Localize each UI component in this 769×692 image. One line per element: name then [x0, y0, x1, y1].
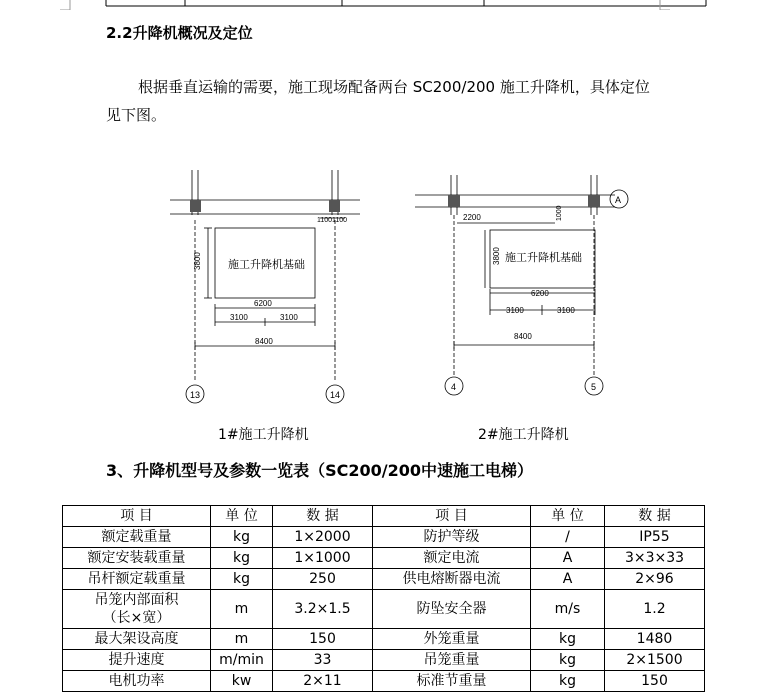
fig2-foundation-label: 施工升降机基础: [505, 252, 582, 264]
fig2-dim-width: 6200: [531, 289, 549, 298]
table-header-cell: 项 目: [373, 506, 531, 527]
spec-table: [62, 505, 705, 692]
fig2-dim-half-right: 3100: [557, 306, 575, 315]
table-header-cell: 项 目: [63, 506, 211, 527]
table-cell: 外笼重量: [373, 629, 531, 650]
table-cell: 3.2×1.5: [273, 590, 373, 629]
table-cell: 防坠安全器: [373, 590, 531, 629]
fig1-dim-total: 8400: [255, 337, 273, 346]
table-cell: 最大架设高度: [63, 629, 211, 650]
table-cell: 150: [273, 629, 373, 650]
paragraph-line-1: 根据垂直运输的需要，施工现场配备两台 SC200/200 施工升降机，具体定位: [138, 78, 650, 96]
table-cell: m: [211, 590, 273, 629]
fig1-dim-half-right: 3100: [280, 313, 298, 322]
table-cell: kg: [531, 629, 605, 650]
table-cell: m/s: [531, 590, 605, 629]
table-cell: 3×3×33: [605, 548, 705, 569]
table-header-cell: 单 位: [531, 506, 605, 527]
table-cell: 1.2: [605, 590, 705, 629]
table-cell: kg: [211, 527, 273, 548]
table-cell: 1×1000: [273, 548, 373, 569]
table-cell: kg: [531, 650, 605, 671]
table-cell: kg: [211, 569, 273, 590]
table-row: [63, 650, 705, 671]
table-cell: 1×2000: [273, 527, 373, 548]
figure-1-caption: 1#施工升降机: [218, 427, 309, 443]
fig2-grid-label: A: [615, 195, 622, 205]
figure-2-drawing: [415, 175, 635, 400]
table-cell: 150: [605, 671, 705, 692]
table-cell: 供电熔断器电流: [373, 569, 531, 590]
table-cell: m: [211, 629, 273, 650]
table-row: [63, 671, 705, 692]
fig2-dim-offset-top: 2200: [463, 213, 481, 222]
table-cell: 吊笼内部面积 （长×宽）: [63, 590, 211, 629]
table-cell: 标准节重量: [373, 671, 531, 692]
table-cell: m/min: [211, 650, 273, 671]
fig2-axis-4: 4: [451, 382, 457, 392]
table-cell: 吊杆额定载重量: [63, 569, 211, 590]
table-row: [63, 569, 705, 590]
table-cell: IP55: [605, 527, 705, 548]
paragraph-line-2: 见下图。: [106, 106, 167, 124]
table-row: [63, 548, 705, 569]
table-cell: 1480: [605, 629, 705, 650]
table-cell: 吊笼重量: [373, 650, 531, 671]
table-cell: 2×96: [605, 569, 705, 590]
fig2-axis-5: 5: [591, 382, 597, 392]
table-cell: 提升速度: [63, 650, 211, 671]
table-cell: A: [531, 548, 605, 569]
fig2-dim-offset-side: 1000: [556, 205, 563, 221]
table-cell: 33: [273, 650, 373, 671]
table-row: [63, 527, 705, 548]
table-header-row: [63, 506, 705, 527]
table-cell: 2×1500: [605, 650, 705, 671]
previous-table-remnant: [0, 0, 769, 10]
table-header-cell: 数 据: [605, 506, 705, 527]
fig1-dim-offset-b: 1100: [332, 217, 348, 224]
section-heading-2-2: 2.2升降机概况及定位: [106, 24, 253, 42]
fig2-dim-height: 3800: [492, 247, 501, 265]
table-cell: A: [531, 569, 605, 590]
fig1-dim-offset-a: 1100: [317, 217, 333, 224]
fig2-dim-half-left: 3100: [506, 306, 524, 315]
table-cell: kg: [211, 548, 273, 569]
table-cell: 额定安装载重量: [63, 548, 211, 569]
fig1-dim-height: 3800: [193, 252, 202, 270]
fig1-foundation-label: 施工升降机基础: [228, 259, 305, 271]
table-cell: kw: [211, 671, 273, 692]
table-cell: 额定电流: [373, 548, 531, 569]
fig1-axis-13: 13: [190, 390, 201, 400]
table-cell: 电机功率: [63, 671, 211, 692]
figure-1-drawing: [170, 170, 370, 410]
table-row: [63, 590, 705, 629]
table-header-cell: 单 位: [211, 506, 273, 527]
table-cell: 防护等级: [373, 527, 531, 548]
table-row: [63, 629, 705, 650]
fig1-dim-width: 6200: [254, 299, 272, 308]
fig1-dim-half-left: 3100: [230, 313, 248, 322]
figure-2-caption: 2#施工升降机: [478, 427, 569, 443]
table-cell: 额定载重量: [63, 527, 211, 548]
table-cell: 250: [273, 569, 373, 590]
table-cell: kg: [531, 671, 605, 692]
section-heading-3: 3、升降机型号及参数一览表（SC200/200中速施工电梯）: [106, 461, 534, 480]
table-header-cell: 数 据: [273, 506, 373, 527]
fig2-dim-total: 8400: [514, 332, 532, 341]
fig1-axis-14: 14: [330, 390, 341, 400]
table-cell: /: [531, 527, 605, 548]
table-cell: 2×11: [273, 671, 373, 692]
